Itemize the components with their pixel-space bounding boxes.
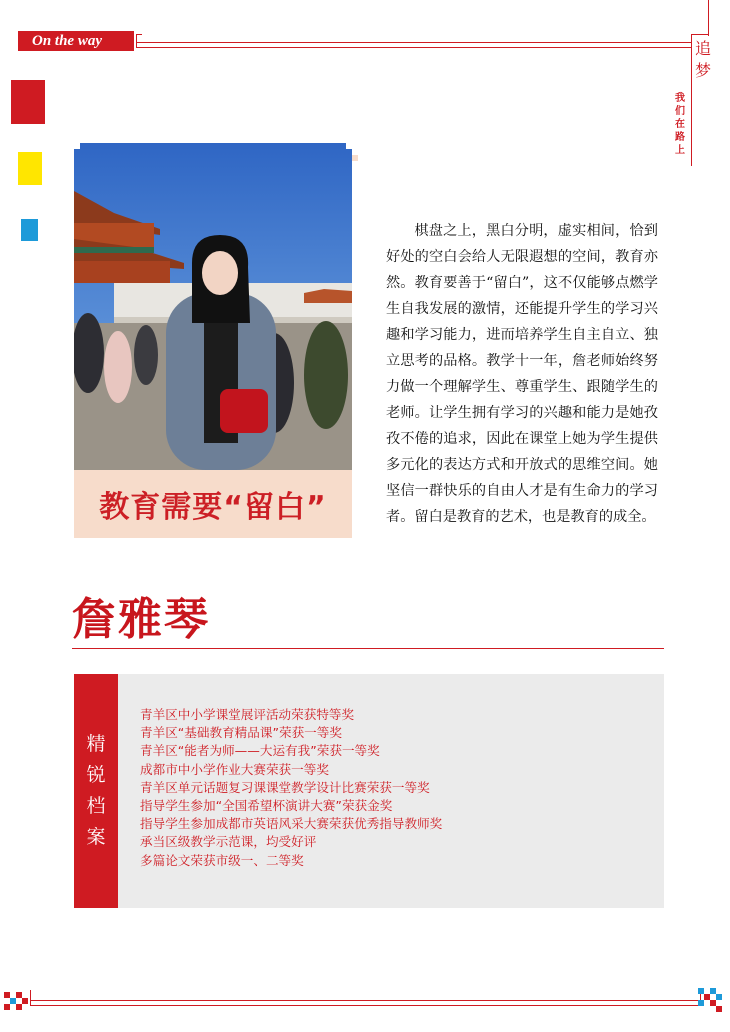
footer-rule-top bbox=[30, 1000, 702, 1001]
award-item: 多篇论文荣获市级一、二等奖 bbox=[140, 852, 304, 868]
header-rule-bottom bbox=[136, 47, 692, 48]
section-tag: On the way bbox=[18, 31, 134, 51]
decor-block-red bbox=[11, 80, 45, 124]
award-item: 指导学生参加“全国希望杯演讲大赛”荣获金奖 bbox=[140, 798, 393, 814]
footer-pixel-decor-right bbox=[698, 988, 728, 1014]
header-bracket-left bbox=[136, 34, 137, 48]
decor-block-yellow bbox=[18, 152, 42, 185]
award-item: 青羊区中小学课堂展评活动荣获特等奖 bbox=[140, 707, 355, 722]
side-subtitle: 我们在路上 bbox=[675, 93, 685, 156]
side-frame-join bbox=[691, 34, 708, 35]
award-item: 指导学生参加成都市英语风采大赛荣获优秀指导教师奖 bbox=[140, 816, 443, 832]
awards-label-char: 精 bbox=[86, 733, 106, 755]
awards-label bbox=[74, 674, 118, 908]
feature-paragraph bbox=[386, 218, 658, 530]
header-rule-top bbox=[136, 42, 692, 43]
award-item: 成都市中小学作业大赛荣获一等奖 bbox=[140, 761, 329, 777]
awards-label-char: 档 bbox=[86, 795, 106, 817]
name-underline bbox=[72, 648, 664, 649]
footer-rule-bottom bbox=[30, 1005, 702, 1006]
footer-pixel-decor-left bbox=[4, 992, 34, 1012]
feature-paragraph-text: 棋盘之上，黑白分明，虚实相间，恰到好处的空白会给人无限遐想的空间，教育亦然。教育要善于“留白”，这不仅能够点燃学生自我发展的激情，还能提升学生的学习兴趣和学习能力，进而培养学生自主自立、独立思考的品格。教学十一年，詹老师始终努力做一个理解学生、尊重学生、跟随学生的老师。让学生拥有学习的兴趣和能力是她孜孜不倦的追求，因此在课堂上她为学生提供多元化的表达方式和开放式的思维空间。她坚信一群快乐的自由人才是有生命力的学习者。留白是教育的艺术，也是教育的成全。 bbox=[386, 223, 658, 525]
award-item: 青羊区“能者为师——大运有我”荣获一等奖 bbox=[140, 743, 380, 759]
teacher-name: 詹雅琴 bbox=[72, 594, 210, 645]
award-item: 青羊区“基础教育精品课”荣获一等奖 bbox=[140, 725, 342, 741]
side-frame-line-outer bbox=[708, 0, 709, 36]
awards-list bbox=[140, 706, 442, 870]
photo-caption: 教育需要“留白” bbox=[74, 470, 352, 538]
awards-label-char: 案 bbox=[86, 826, 106, 848]
award-item: 承当区级教学示范课，均受好评 bbox=[140, 834, 317, 850]
side-title: 追梦 bbox=[694, 39, 711, 80]
decor-block-blue bbox=[21, 219, 38, 241]
photo-corner-decor bbox=[346, 143, 352, 149]
awards-label-char: 锐 bbox=[86, 764, 106, 786]
header-bracket-top bbox=[136, 34, 142, 35]
teacher-photo bbox=[74, 143, 352, 470]
photo-corner-decor bbox=[352, 155, 358, 161]
photo-corner-decor bbox=[74, 143, 80, 149]
award-item: 青羊区单元话题复习课课堂教学设计比赛荣获一等奖 bbox=[140, 779, 430, 795]
